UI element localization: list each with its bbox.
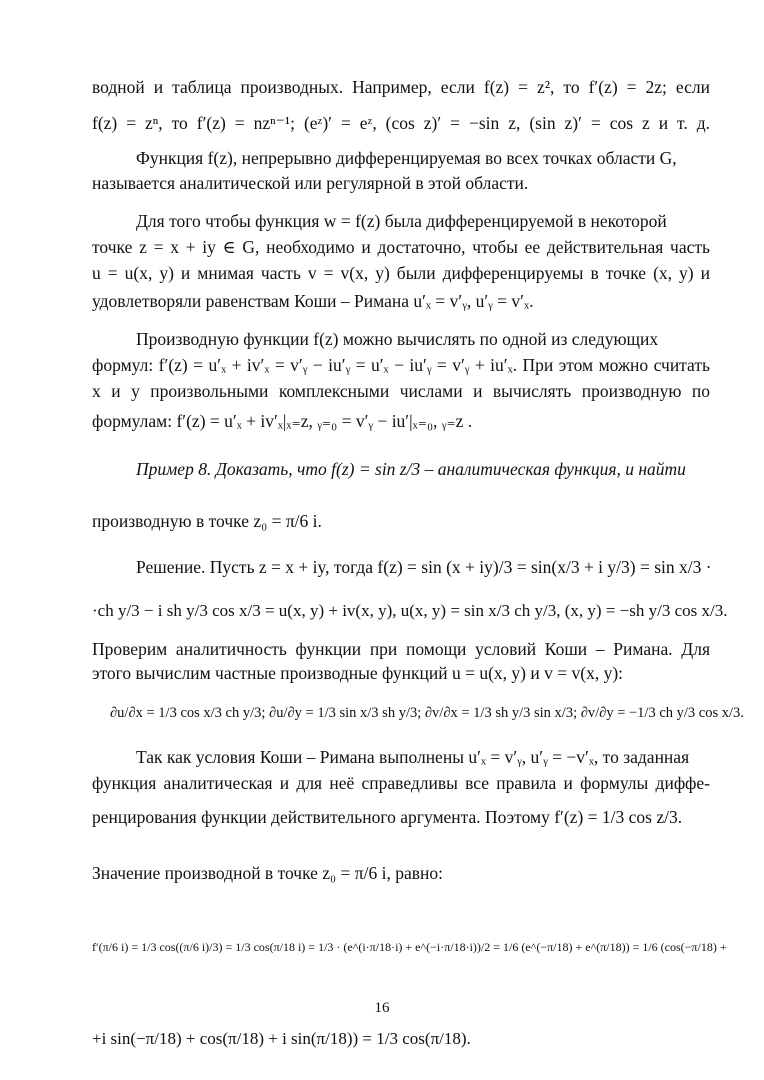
text-line-2: f(z) = zⁿ, то f′(z) = nzⁿ⁻¹; (eᶻ)′ = eᶻ, (cos z)′ = −sin z, (sin z)′ = cos z и т. д. [92, 113, 710, 133]
text-line-4: называется аналитической или регулярной в этой области. [92, 173, 529, 193]
page-number: 16 [374, 1000, 390, 1016]
text-line-7: u = u(x, y) и мнимая часть v = v(x, y) были дифференцируемы в точке (x, y) и [92, 263, 710, 283]
partial-derivatives-formula: ∂u/∂x = 1/3 cos x/3 ch y/3; ∂u/∂y = 1/3 sin x/3 sh y/3; ∂v/∂x = 1/3 sh y/3 sin x/3; ∂v/∂y = −1/3 ch y/3 cos x/3. [110, 705, 744, 721]
text-line-11: x и y произвольными комплексными числами и вычислять производную по [92, 381, 710, 401]
text-line-5: Для того чтобы функция w = f(z) была дифференцируемой в некоторой [136, 211, 667, 231]
text-line-1: водной и таблица производных. Например, если f(z) = z², то f′(z) = 2z; если [92, 77, 710, 97]
text-line-22: ренцирования функции действительного аргумента. Поэтому f′(z) = 1/3 cos z/3. [92, 807, 683, 827]
text-line-14: производную в точке z₀ = π/6 i. [92, 511, 322, 531]
example-heading: Пример 8. Доказать, что f(z) = sin z/3 – аналитическая функция, и найти [136, 459, 686, 479]
text-line-8: удовлетворяли равенствам Коши – Римана u′ₓ = v′ᵧ, u′ᵧ = v′ₓ. [92, 291, 534, 311]
text-line-21: функция аналитическая и для неё справедливы все правила и формулы диффе- [92, 773, 710, 793]
solution-line-2: ·ch y/3 − i sh y/3 cos x/3 = u(x, y) + iv(x, y), u(x, y) = sin x/3 ch y/3, (x, y) = −sh y/3 cos x/3. [92, 601, 728, 620]
text-line-20: Так как условия Коши – Римана выполнены u′ₓ = v′ᵧ, u′ᵧ = −v′ₓ, то заданная [136, 747, 690, 767]
text-line-17: Проверим аналитичность функции при помощи условий Коши – Римана. Для [92, 639, 710, 659]
text-line-23: Значение производной в точке z₀ = π/6 i, равно: [92, 863, 443, 883]
text-line-10: формул: f′(z) = u′ₓ + iv′ₓ = v′ᵧ − iu′ᵧ = u′ₓ − iu′ᵧ = v′ᵧ + iu′ₓ. При этом можно считать [92, 355, 710, 375]
text-line-18: этого вычислим частные производные функций u = u(x, y) и v = v(x, y): [92, 663, 624, 683]
derivative-value-formula-1: f′(π/6 i) = 1/3 cos((π/6 i)/3) = 1/3 cos(π/18 i) = 1/3 · (e^(i·π/18·i) + e^(−i·π/18·i))/2 = 1/6 (e^(−π/18) + e^(π/18)) = 1/6 (cos(−π/18) + [92, 940, 727, 954]
derivative-value-formula-2: +i sin(−π/18) + cos(π/18) + i sin(π/18)) = 1/3 cos(π/18). [92, 1029, 471, 1048]
text-line-12: формулам: f′(z) = u′ₓ + iv′ₓ|ₓ₌z, ᵧ₌₀ = v′ᵧ − iu′|ₓ₌₀, ᵧ₌z . [92, 411, 473, 431]
text-line-9: Производную функции f(z) можно вычислять по одной из следующих [136, 329, 659, 349]
text-line-3: Функция f(z), непрерывно дифференцируемая во всех точках области G, [136, 148, 677, 168]
text-line-6: точке z = x + iy ∈ G, необходимо и достаточно, чтобы ее действительная часть [92, 237, 710, 257]
solution-line-1: Решение. Пусть z = x + iy, тогда f(z) = sin (x + iy)/3 = sin(x/3 + i y/3) = sin x/3 · [136, 557, 712, 577]
